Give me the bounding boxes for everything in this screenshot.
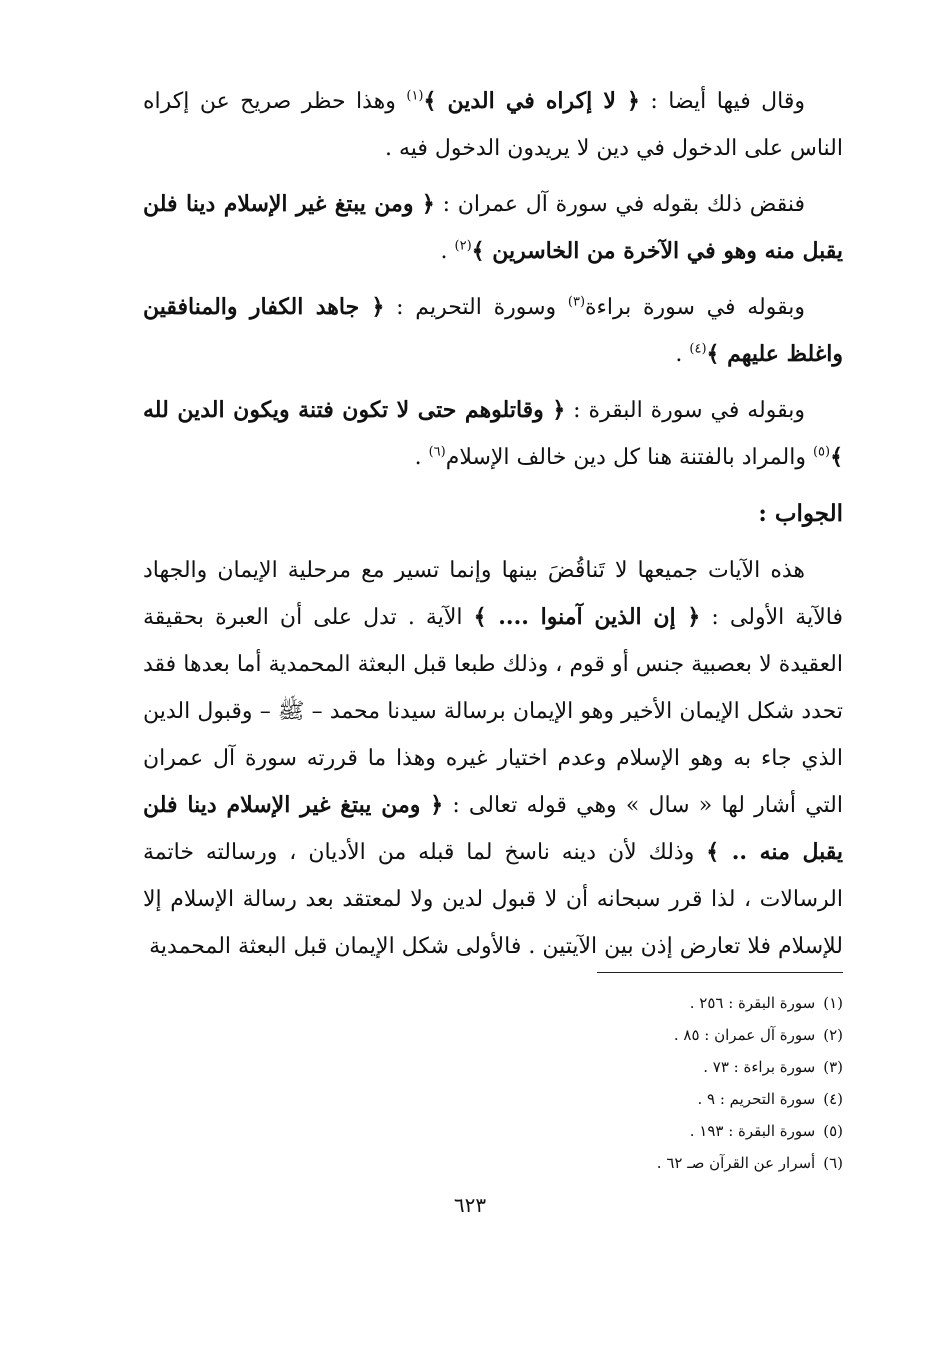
footnote-text: أسرار عن القرآن صـ ٦٢ .: [656, 1154, 816, 1172]
footnote-number: (٤): [823, 1090, 843, 1108]
answer-heading: الجواب :: [758, 500, 843, 527]
quran-quote: ﴿ لا إكراه في الدين ﴾: [423, 88, 640, 114]
footnote-item: [423, 1019, 843, 1051]
footnote-text: سورة آل عمران : ٨٥ .: [673, 1026, 816, 1044]
text-segment: .: [414, 445, 429, 470]
quran-quote: ﴿ ومن يبتغ غير الإسلام دينا فلن يقبل منه وهو في الآخرة من الخاسرين ﴾: [143, 191, 843, 264]
quran-quote: ﴿ إن الذين آمنوا .... ﴾: [473, 604, 701, 630]
footnote-item: [423, 1083, 843, 1115]
footnote-item: [423, 1147, 843, 1179]
text-segment: وبقوله في سورة براءة: [585, 295, 805, 320]
text-segment: وبقوله في سورة البقرة :: [565, 398, 805, 423]
quran-quote: ﴿ ومن يبتغ غير الإسلام دينا فلن يقبل منه .. ﴾: [143, 792, 843, 865]
text-segment: وذلك لأن دينه ناسخ لما قبله من الأديان ، ورسالته خاتمة الرسالات ، لذا قرر سبحانه أن لا قبول لدين ولا لمعتقد بعد رسالة الإسلام إلا للإسلام فلا تعارض إذن بين الآيتين . فالأولى شكل الإيمان قبل البعثة المحمدية: [143, 840, 843, 959]
footnote-item: [423, 1115, 843, 1147]
main-text: [143, 78, 843, 979]
footnote-ref: (٦): [428, 444, 446, 460]
text-segment: فنقض ذلك بقوله في سورة آل عمران :: [434, 192, 805, 217]
footnote-number: (٣): [823, 1058, 843, 1076]
text-segment: وهذا حظر صريح عن إكراه الناس على الدخول في دين لا يريدون الدخول فيه .: [143, 89, 843, 161]
text-segment: الآية . تدل على أن العبرة بحقيقة العقيدة لا بعصبية جنس أو قوم ، وذلك طبعا قبل البعثة المحمدية أما بعدها فقد تحدد شكل الإيمان الأخير وهو الإيمان برسالة سيدنا محمد – ﷺ – وقبول الدين الذي جاء به وهو الإسلام وعدم اختيار غيره وهذا ما قررته سورة آل عمران التي أشار لها « سال » وهي قوله تعالى :: [143, 605, 843, 818]
footnote-number: (٥): [823, 1122, 843, 1140]
paragraph-3: [143, 284, 843, 378]
footnote-divider: [597, 972, 843, 973]
footnotes-list: [423, 987, 843, 1179]
text-segment: والمراد بالفتنة هنا كل دين خالف الإسلام: [445, 445, 813, 470]
answer-paragraph: [143, 547, 843, 970]
paragraph-4: [143, 387, 843, 481]
footnote-text: سورة التحريم : ٩ .: [697, 1090, 816, 1108]
text-segment: هذه الآيات جميعها لا تَناقُضَ بينها وإنما تسير مع مرحلية الإيمان والجهاد فالآية الأولى :: [143, 558, 843, 630]
footnote-ref: (٥): [812, 444, 831, 460]
footnote-number: (٢): [823, 1026, 843, 1044]
footnote-ref: (١): [406, 88, 424, 104]
footnote-text: سورة البقرة : ٢٥٦ .: [689, 994, 816, 1012]
quran-quote: ﴿ جاهد الكفار والمنافقين واغلظ عليهم ﴾: [143, 294, 843, 367]
text-segment: .: [440, 239, 455, 264]
text-segment: وسورة التحريم :: [384, 295, 568, 320]
text-segment: .: [675, 342, 690, 367]
footnote-text: سورة البقرة : ١٩٣ .: [689, 1122, 816, 1140]
footnote-ref: (٤): [689, 341, 707, 357]
paragraph-1: [143, 78, 843, 172]
page-number: ٦٢٣: [453, 1193, 487, 1217]
footnote-text: سورة براءة : ٧٣ .: [703, 1058, 816, 1076]
footnote-item: [423, 1051, 843, 1083]
footnote-ref: (٢): [454, 238, 472, 254]
footnote-number: (١): [823, 994, 843, 1012]
text-segment: وقال فيها أيضا :: [639, 89, 805, 114]
footnote-item: [423, 987, 843, 1019]
footnote-ref: (٣): [567, 294, 586, 310]
paragraph-2: [143, 181, 843, 275]
quran-quote: ﴿ وقاتلوهم حتى لا تكون فتنة ويكون الدين لله ﴾: [143, 397, 843, 470]
footnote-number: (٦): [823, 1154, 843, 1172]
